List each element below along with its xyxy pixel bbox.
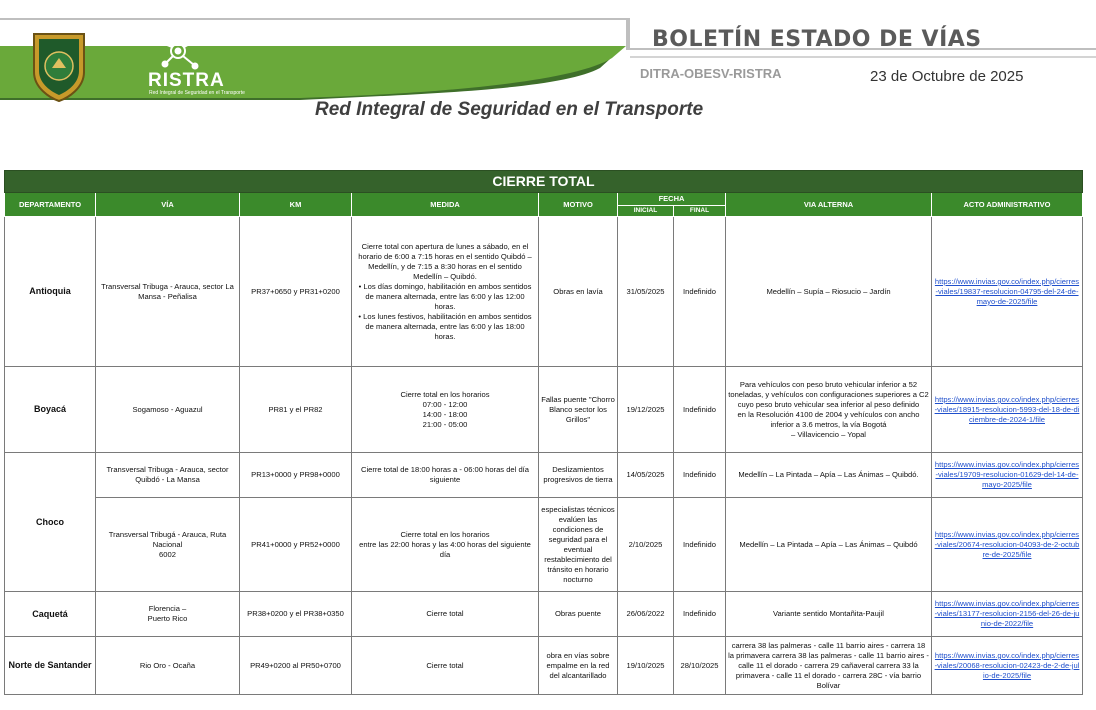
resolution-link[interactable]: https://www.invias.gov.co/index.php/cierres-viales/20068-resolucion-02423-de-2-de-julio-de-2025/file xyxy=(932,637,1083,695)
resolution-link[interactable]: https://www.invias.gov.co/index.php/cierres-viales/20674-resolucion-04093-de-2-octubre-de-2025/file xyxy=(932,498,1083,592)
col-header-fecha: FECHA xyxy=(618,193,726,206)
medida-list xyxy=(354,282,536,342)
cell-fecha-inicial: 2/10/2025 xyxy=(618,498,674,592)
col-header-final: FINAL xyxy=(674,205,726,217)
resolution-link[interactable]: https://www.invias.gov.co/index.php/cierres-viales/13177-resolucion-2156-del-26-de-junio-de-2022/file xyxy=(932,592,1083,637)
document-code: DITRA-OBESV-RISTRA xyxy=(640,66,782,81)
cell-motivo: obra en vías sobre empalme en la red del alcantarillado xyxy=(539,637,618,695)
resolution-link[interactable]: https://www.invias.gov.co/index.php/cierres-viales/18915-resolucion-5993-del-18-de-diciembre-de-2024-1/file xyxy=(932,367,1083,453)
cell-fecha-final: Indefinido xyxy=(674,498,726,592)
cell-fecha-inicial: 19/10/2025 xyxy=(618,637,674,695)
cell-medida: Cierre total xyxy=(352,592,539,637)
table-row xyxy=(5,367,1083,453)
ristra-logo-text: RISTRA xyxy=(148,70,225,91)
col-header-via: VÍA xyxy=(96,193,240,217)
table-row xyxy=(5,453,1083,498)
col-header-via-alterna: VIA ALTERNA xyxy=(726,193,932,217)
resolution-link[interactable]: https://www.invias.gov.co/index.php/cierres-viales/19709-resolucion-01629-del-14-de-mayo-2025/file xyxy=(932,453,1083,498)
cell-via-alterna: Medellín – La Pintada – Apía – Las Ánimas – Quibdó. xyxy=(726,453,932,498)
cell-departamento: Boyacá xyxy=(5,367,96,453)
cell-medida: Cierre total en los horarios entre las 22:00 horas y las 4:00 horas del siguiente día xyxy=(352,498,539,592)
cell-fecha-inicial: 26/06/2022 xyxy=(618,592,674,637)
cell-motivo: especialistas técnicos evalúen las condiciones de seguridad para el eventual restablecimiento del tránsito en horario nocturno xyxy=(539,498,618,592)
closures-table-wrapper xyxy=(4,170,1082,695)
col-header-inicial: INICIAL xyxy=(618,205,674,217)
medida-bullet: • Los días domingo, habilitación en ambos sentidos de manera alternada, entre las 6:00 y las 12:00 horas. xyxy=(354,282,536,312)
cell-km: PR37+0650 y PR31+0200 xyxy=(240,217,352,367)
medida-bullet: • Los lunes festivos, habilitación en ambos sentidos de manera alternada, entre las 6:00 y las 18:00 horas. xyxy=(354,312,536,342)
col-header-departamento: DEPARTAMENTO xyxy=(5,193,96,217)
cell-via: Transversal Tribugá - Arauca, Ruta Nacional 6002 xyxy=(96,498,240,592)
cell-medida: Cierre total de 18:00 horas a - 06:00 horas del día siguiente xyxy=(352,453,539,498)
cell-km: PR38+0200 y el PR38+0350 xyxy=(240,592,352,637)
cell-motivo: Deslizamientos progresivos de tierra xyxy=(539,453,618,498)
cell-fecha-final: Indefinido xyxy=(674,367,726,453)
section-title: CIERRE TOTAL xyxy=(5,171,1083,193)
cell-km: PR13+0000 y PR98+0000 xyxy=(240,453,352,498)
cell-departamento: Antioquia xyxy=(5,217,96,367)
col-header-km: KM xyxy=(240,193,352,217)
table-row xyxy=(5,498,1083,592)
cell-medida: Cierre total xyxy=(352,637,539,695)
cell-via-alterna: Para vehículos con peso bruto vehicular inferior a 52 toneladas, y vehículos con configuraciones superiores a C2 cuyo peso bruto vehicular sea inferior al peso definido en la Resolución 4100 de 2004 y vehículos con ancho inferior a 3.6 metros, la vía Bogotá – Villavicencio – Yopal xyxy=(726,367,932,453)
cell-fecha-inicial: 14/05/2025 xyxy=(618,453,674,498)
ristra-logo-subtext: Red Integral de Seguridad en el Transporte xyxy=(149,90,245,96)
cell-motivo: Obras puente xyxy=(539,592,618,637)
cell-departamento: Caquetá xyxy=(5,592,96,637)
col-header-medida: MEDIDA xyxy=(352,193,539,217)
bulletin-date: 23 de Octubre de 2025 xyxy=(870,68,1024,85)
cell-km: PR81 y el PR82 xyxy=(240,367,352,453)
cell-fecha-final: 28/10/2025 xyxy=(674,637,726,695)
resolution-link[interactable]: https://www.invias.gov.co/index.php/cierres-viales/19837-resolucion-04795-del-24-de-mayo-de-2025/file xyxy=(932,217,1083,367)
cell-fecha-final: Indefinido xyxy=(674,453,726,498)
page-title: BOLETÍN ESTADO DE VÍAS xyxy=(652,27,982,52)
cell-departamento: Choco xyxy=(5,453,96,592)
cell-km: PR49+0200 al PR50+0700 xyxy=(240,637,352,695)
cell-departamento: Norte de Santander xyxy=(5,637,96,695)
cell-fecha-final: Indefinido xyxy=(674,592,726,637)
cell-fecha-inicial: 31/05/2025 xyxy=(618,217,674,367)
cell-via: Transversal Tribuga - Arauca, sector Quibdó - La Mansa xyxy=(96,453,240,498)
medida-intro: Cierre total con apertura de lunes a sábado, en el horario de 6:00 a 7:15 horas en el sentido Quibdó – Medellín, y de 7:15 a 8:30 horas en el sentido Medellín – Quibdó. xyxy=(358,241,532,281)
table-row xyxy=(5,592,1083,637)
cell-via: Transversal Tribuga - Arauca, sector La Mansa - Peñalisa xyxy=(96,217,240,367)
page-subtitle: Red Integral de Seguridad en el Transporte xyxy=(315,99,704,120)
col-header-acto: ACTO ADMINISTRATIVO xyxy=(932,193,1083,217)
cell-via: Rio Oro - Ocaña xyxy=(96,637,240,695)
col-header-motivo: MOTIVO xyxy=(539,193,618,217)
cell-fecha-final: Indefinido xyxy=(674,217,726,367)
cell-fecha-inicial: 19/12/2025 xyxy=(618,367,674,453)
cell-via-alterna: carrera 38 las palmeras - calle 11 barrio aires - carrera 18 la primavera carrera 38 las palmeras - calle 11 barrio aires - calle 11 el dorado - carrera 29 cañaveral carrera 33 la primavera - calle 11 el dorado - carrera 28C - vía barrio Bolívar xyxy=(726,637,932,695)
cell-motivo: Fallas puente "Chorro Blanco sector los Grillos" xyxy=(539,367,618,453)
cell-medida xyxy=(352,217,539,367)
closures-table xyxy=(4,170,1083,695)
table-row xyxy=(5,637,1083,695)
cell-via: Florencia – Puerto Rico xyxy=(96,592,240,637)
cell-via: Sogamoso - Aguazul xyxy=(96,367,240,453)
table-row xyxy=(5,217,1083,367)
cell-via-alterna: Medellín – Supía – Riosucio – Jardín xyxy=(726,217,932,367)
cell-km: PR41+0000 y PR52+0000 xyxy=(240,498,352,592)
cell-motivo: Obras en lavía xyxy=(539,217,618,367)
cell-via-alterna: Medellín – La Pintada – Apía – Las Ánimas – Quibdó xyxy=(726,498,932,592)
cell-via-alterna: Variante sentido Montañita-Paujil xyxy=(726,592,932,637)
cell-medida: Cierre total en los horarios 07:00 - 12:00 14:00 - 18:00 21:00 - 05:00 xyxy=(352,367,539,453)
police-badge-logo xyxy=(28,30,90,102)
